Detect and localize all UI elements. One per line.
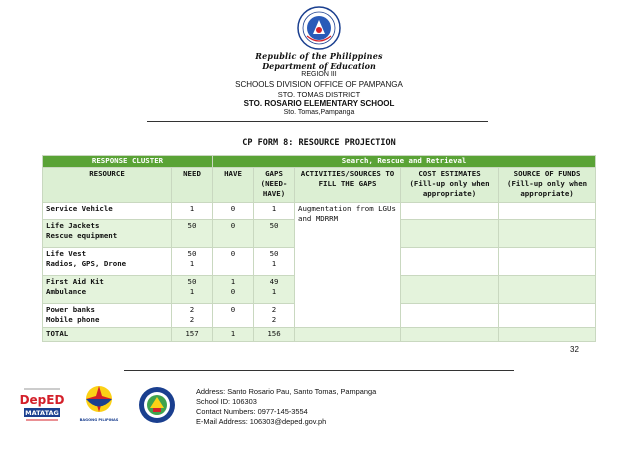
need-cell: 50 1 [172, 248, 213, 276]
total-funds [499, 328, 596, 342]
total-have: 1 [213, 328, 254, 342]
footer-address: Address: Santo Rosario Pau, Santo Tomas, Pampanga [196, 387, 377, 396]
footer-email: E-Mail Address: 106303@deped.gov.ph [196, 417, 327, 426]
need-cell: 50 [172, 220, 213, 248]
cost-cell [401, 276, 499, 304]
cost-cell [401, 248, 499, 276]
activities-cell: Augmentation from LGUs and MDRRM [295, 203, 401, 328]
col-header-gaps: GAPS (NEED-HAVE) [254, 168, 295, 203]
school-seal-icon [138, 386, 176, 424]
col-header-resource: RESOURCE [43, 168, 172, 203]
total-cost [401, 328, 499, 342]
resource-cell: Power banks Mobile phone [43, 304, 172, 328]
bagong-pilipinas-wordmark: BAGONG PILIPINAS [79, 418, 119, 422]
total-gaps: 156 [254, 328, 295, 342]
have-cell: 1 0 [213, 276, 254, 304]
form-title: CP FORM 8: RESOURCE PROJECTION [242, 138, 396, 148]
header-region: REGION III [301, 71, 337, 78]
cluster-label: RESPONSE CLUSTER [43, 156, 213, 168]
cluster-value: Search, Rescue and Retrieval [213, 156, 596, 168]
header-division: SCHOOLS DIVISION OFFICE OF PAMPANGA [235, 80, 403, 89]
cost-cell [401, 304, 499, 328]
header-district: STO. TOMAS DISTRICT [277, 90, 361, 99]
need-cell: 2 2 [172, 304, 213, 328]
header-divider [147, 121, 488, 122]
gaps-cell: 50 1 [254, 248, 295, 276]
footer-contact: Contact Numbers: 0977-145-3554 [196, 407, 308, 416]
have-cell: 0 [213, 248, 254, 276]
gaps-cell: 1 [254, 203, 295, 220]
table-row [43, 203, 596, 220]
cluster-row [43, 156, 596, 168]
have-cell: 0 [213, 304, 254, 328]
resource-projection-table [42, 155, 596, 342]
gaps-cell: 50 [254, 220, 295, 248]
column-header-row [43, 168, 596, 203]
need-cell: 1 [172, 203, 213, 220]
header-department: Department of Education [262, 61, 376, 71]
total-row [43, 328, 596, 342]
header-school: STO. ROSARIO ELEMENTARY SCHOOL [243, 99, 395, 108]
header-republic: Republic of the Philippines [255, 51, 383, 61]
deped-matatag-logo-icon [19, 386, 65, 426]
total-need: 157 [172, 328, 213, 342]
header-location: Sto. Tomas,Pampanga [283, 109, 355, 116]
funds-cell [499, 220, 596, 248]
total-activities [295, 328, 401, 342]
have-cell: 0 [213, 203, 254, 220]
funds-cell [499, 276, 596, 304]
deped-seal-icon [297, 6, 341, 50]
resource-cell: Service Vehicle [43, 203, 172, 220]
page-number: 32 [570, 345, 579, 354]
matatag-wordmark: MATATAG [25, 409, 59, 417]
col-header-funds: SOURCE OF FUNDS (Fill-up only when appropriate) [499, 168, 596, 203]
resource-cell: Life Jackets Rescue equipment [43, 220, 172, 248]
deped-wordmark: DepED [19, 393, 65, 407]
gaps-cell: 49 1 [254, 276, 295, 304]
funds-cell [499, 203, 596, 220]
bagong-pilipinas-logo-icon [80, 384, 118, 424]
col-header-cost: COST ESTIMATES (Fill-up only when appropriate) [401, 168, 499, 203]
need-cell: 50 1 [172, 276, 213, 304]
resource-cell: First Aid Kit Ambulance [43, 276, 172, 304]
gaps-cell: 2 2 [254, 304, 295, 328]
col-header-need: NEED [172, 168, 213, 203]
footer-divider [124, 370, 514, 371]
funds-cell [499, 304, 596, 328]
cost-cell [401, 203, 499, 220]
col-header-have: HAVE [213, 168, 254, 203]
total-label: TOTAL [43, 328, 172, 342]
col-header-activities: ACTIVITIES/SOURCES TO FILL THE GAPS [295, 168, 401, 203]
cost-cell [401, 220, 499, 248]
have-cell: 0 [213, 220, 254, 248]
resource-cell: Life Vest Radios, GPS, Drone [43, 248, 172, 276]
funds-cell [499, 248, 596, 276]
footer-school-id: School ID: 106303 [196, 397, 257, 406]
